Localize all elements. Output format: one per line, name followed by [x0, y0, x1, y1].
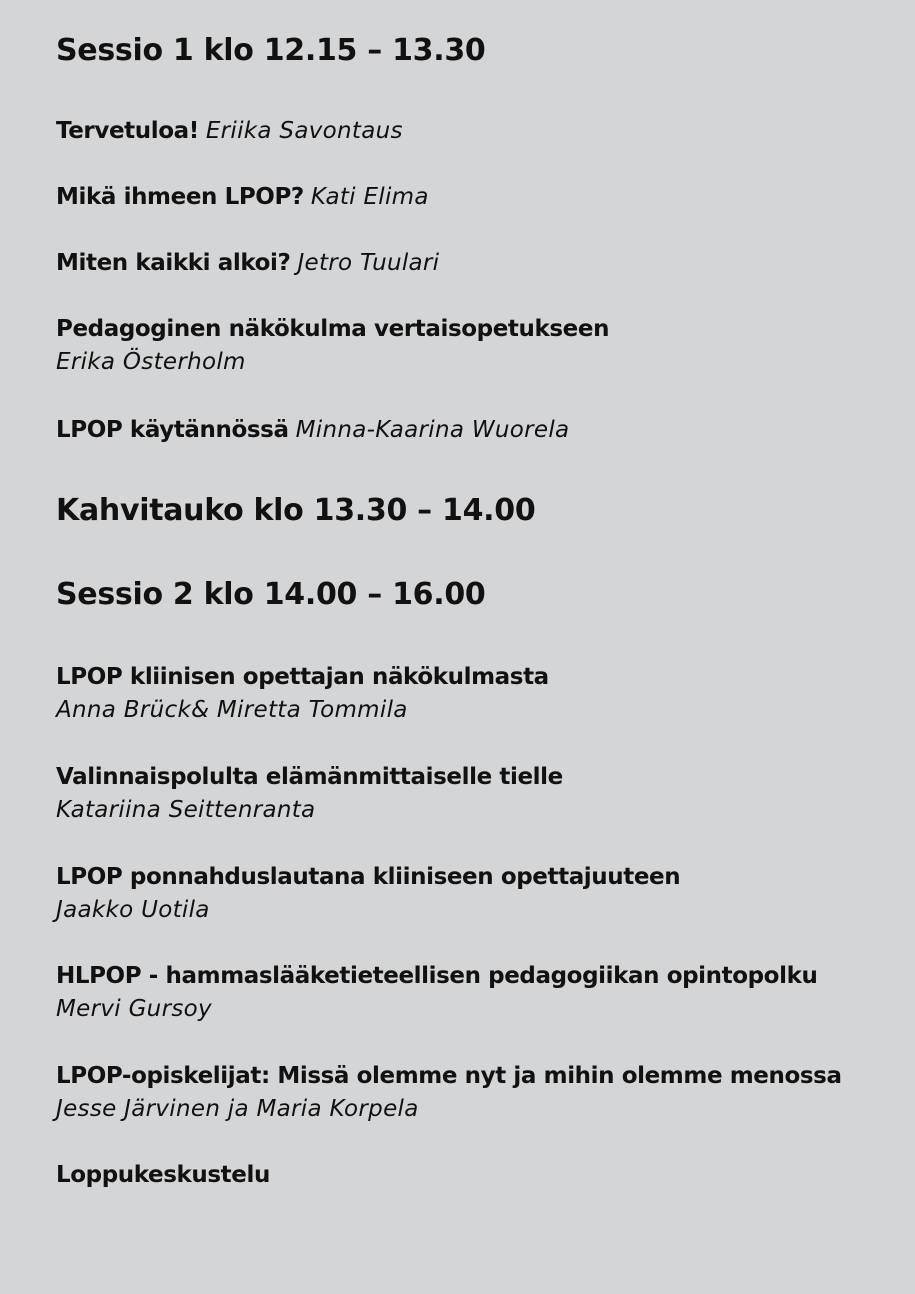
item-speaker: Jaakko Uotila	[56, 897, 210, 923]
item-speaker: Minna-Kaarina Wuorela	[295, 417, 570, 443]
program-item	[56, 313, 609, 379]
program-item	[56, 181, 429, 214]
item-speaker: Jesse Järvinen ja Maria Korpela	[56, 1096, 419, 1122]
coffee-break-heading: Kahvitauko klo 13.30 – 14.00	[56, 493, 536, 528]
item-title: Pedagoginen näkökulma vertaisopetukseen	[56, 316, 610, 342]
item-title: LPOP kliinisen opettajan näkökulmasta	[56, 664, 549, 690]
item-speaker: Katariina Seittenranta	[56, 797, 316, 823]
item-speaker: Erika Österholm	[56, 349, 246, 375]
session-1-heading: Sessio 1 klo 12.15 – 13.30	[56, 33, 486, 68]
item-title: Loppukeskustelu	[56, 1162, 270, 1188]
session-2-heading: Sessio 2 klo 14.00 – 16.00	[56, 577, 486, 612]
item-title: HLPOP - hammaslääketieteellisen pedagogiikan opintopolku	[56, 963, 818, 989]
program-item	[56, 414, 569, 447]
item-title: Mikä ihmeen LPOP?	[56, 184, 304, 210]
program-item	[56, 661, 549, 727]
item-title: LPOP käytännössä	[56, 417, 289, 443]
program-item	[56, 1060, 842, 1126]
item-title: Valinnaispolulta elämänmittaiselle tielle	[56, 764, 563, 790]
item-speaker: Eriika Savontaus	[205, 118, 403, 144]
item-speaker: Jetro Tuulari	[297, 250, 440, 276]
program-item	[56, 960, 817, 1026]
item-title: Miten kaikki alkoi?	[56, 250, 291, 276]
program-item	[56, 1159, 270, 1192]
item-title: LPOP-opiskelijat: Missä olemme nyt ja mihin olemme menossa	[56, 1063, 842, 1089]
program-item	[56, 115, 403, 148]
item-speaker: Anna Brück& Miretta Tommila	[56, 697, 408, 723]
item-speaker: Kati Elima	[310, 184, 429, 210]
program-item	[56, 247, 439, 280]
program-item	[56, 861, 680, 927]
item-title: Tervetuloa!	[56, 118, 199, 144]
item-title: LPOP ponnahduslautana kliiniseen opettajuuteen	[56, 864, 681, 890]
item-speaker: Mervi Gursoy	[56, 996, 212, 1022]
program-item	[56, 761, 563, 827]
